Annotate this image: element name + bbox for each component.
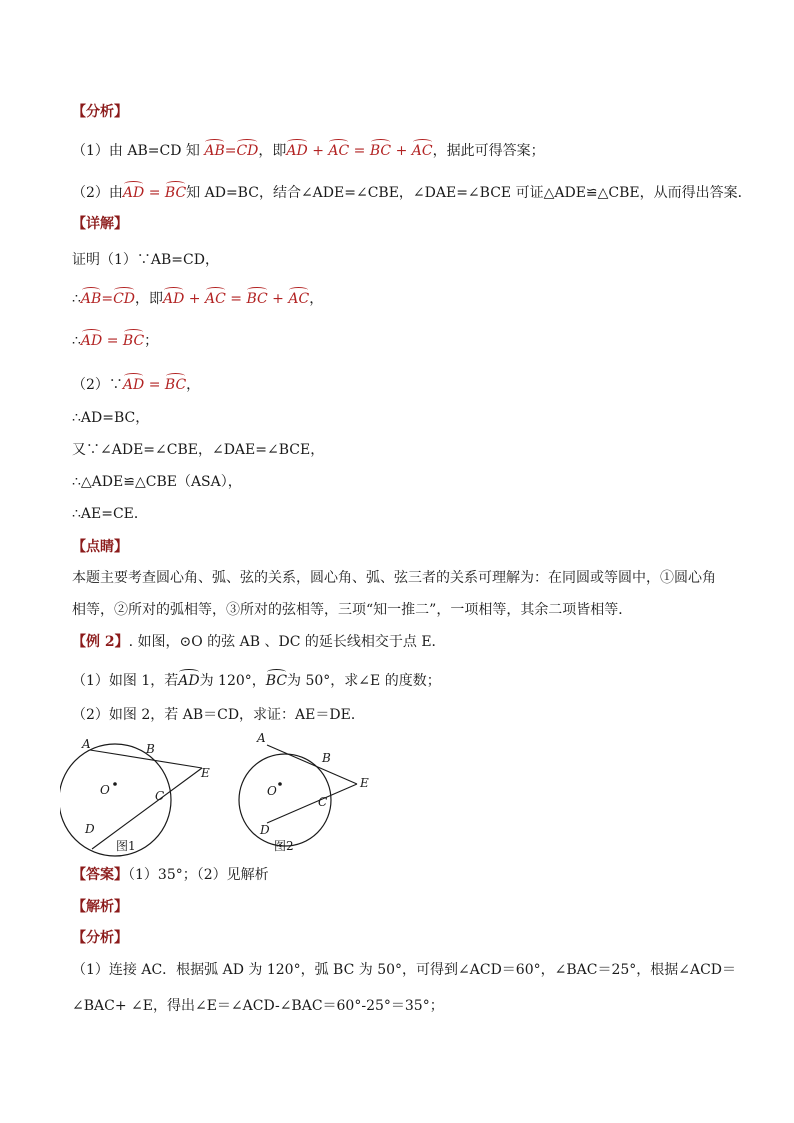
label-b-fig2: B — [322, 751, 331, 765]
point-line-1: 本题主要考查圆心角、弧、弦的关系，圆心角、弧、弦三者的关系可理解为：在同圆或等圆中，①圆心角 — [72, 570, 716, 586]
label-a-fig2: A — [257, 732, 266, 745]
figure-2 — [239, 732, 369, 853]
label-o-fig2: O — [267, 784, 277, 798]
line-de-fig2 — [267, 784, 357, 823]
question-1-line: （1）如图 1，若AD为 120°，BC为 50°，求∠E 的度数； — [72, 669, 441, 690]
caption-fig2: 图2 — [274, 839, 294, 853]
detail-line-3: ∴AD = BC； — [72, 329, 158, 350]
detail-line-7: ∴△ADE≌△CBE（ASA）， — [72, 474, 242, 490]
detail-line-5: ∴AD=BC， — [72, 410, 150, 426]
label-e-fig1: E — [201, 766, 210, 780]
label-e-fig2: E — [360, 776, 369, 790]
detail-line-8: ∴AE=CE． — [72, 506, 148, 522]
line-ae-fig2 — [267, 745, 357, 784]
detail-line-6: 又∵∠ADE=∠CBE，∠DAE=∠BCE， — [72, 442, 325, 458]
analysis-line-1: （1）由 AB=CD 知 AB=CD，即AD + AC = BC + AC，据此可得答案； — [72, 139, 545, 160]
analysis2-line-1: （1）连接 AC．根据弧 AD 为 120°，弧 BC 为 50°，可得到∠ACD＝60°，∠BAC＝25°，根据∠ACD＝ — [72, 962, 737, 978]
analysis2-line-2: ∠BAC+ ∠E，得出∠E＝∠ACD-∠BAC＝60°-25°＝35°； — [72, 998, 444, 1014]
formula-arcs-equal: AB=CD — [204, 143, 258, 159]
label-c-fig1: C — [155, 789, 165, 803]
geometry-figures — [60, 732, 390, 860]
caption-fig1: 图1 — [116, 839, 136, 853]
section-heading-jiexi: 【解析】 — [72, 899, 128, 915]
detail-line-2: ∴AB=CD，即AD + AC = BC + AC， — [72, 287, 323, 308]
answer-label: 【答案】 — [72, 867, 128, 883]
formula-arc-sum: AD + AC = BC + AC — [286, 143, 432, 159]
label-a-fig1: A — [82, 737, 91, 751]
section-heading-detail: 【详解】 — [72, 216, 128, 232]
detail-line-4: （2）∵AD = BC， — [72, 373, 200, 394]
example-2-line: 【例 2】. 如图，⊙O 的弦 AB 、DC 的延长线相交于点 E． — [72, 634, 446, 650]
point-line-2: 相等，②所对的弧相等，③所对的弦相等，三项“知一推二”，一项相等，其余二项皆相等． — [72, 602, 633, 618]
section-heading-point: 【点睛】 — [72, 539, 128, 555]
label-c-fig2: C — [318, 795, 328, 809]
formula-arc-ad-bc: AD = BC — [123, 185, 186, 201]
label-d-fig2: D — [260, 823, 270, 837]
label-o-fig1: O — [100, 783, 110, 797]
line-de-fig1 — [92, 768, 202, 849]
answer-line: 【答案】（1）35°；（2）见解析 — [72, 867, 269, 883]
center-dot-fig2 — [278, 782, 282, 786]
analysis-line-2: （2）由AD = BC知 AD=BC，结合∠ADE=∠CBE，∠DAE=∠BCE 可证△ADE≌△CBE，从而得出答案． — [72, 181, 752, 202]
detail-line-1: 证明（1）∵AB=CD， — [72, 252, 219, 268]
example-2-label: 【例 2】 — [72, 634, 129, 650]
label-b-fig1: B — [146, 742, 155, 756]
section-heading-analysis: 【分析】 — [72, 104, 128, 120]
question-2-line: （2）如图 2，若 AB＝CD，求证：AE＝DE． — [72, 707, 365, 723]
center-dot-fig1 — [113, 782, 117, 786]
section-heading-analysis-2: 【分析】 — [72, 930, 128, 946]
label-d-fig1: D — [85, 822, 95, 836]
figure-1 — [60, 737, 210, 856]
